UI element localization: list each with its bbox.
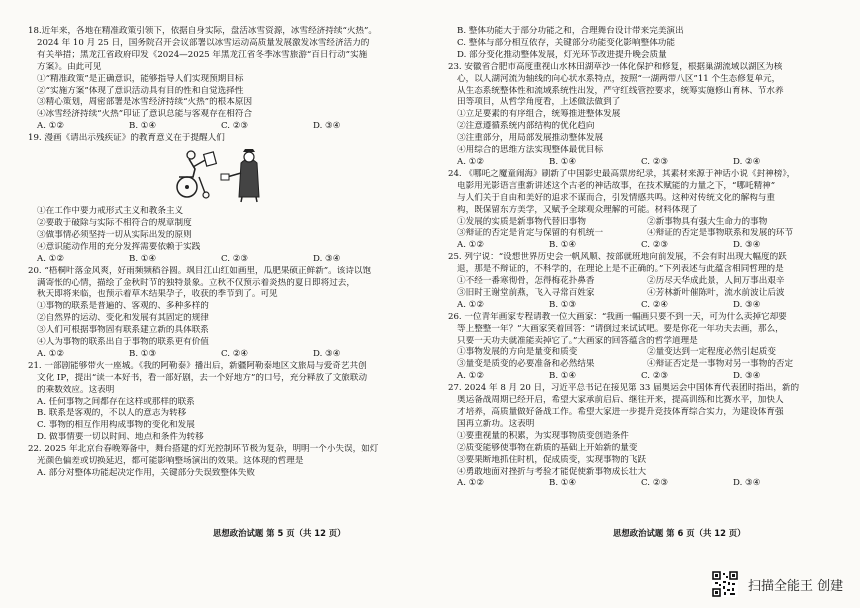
option-a: A. ①②	[457, 371, 485, 382]
option-b: B. ①④	[129, 253, 157, 264]
answer-item: ④用综合的思维方法实现整体最优目标	[457, 145, 604, 156]
answer-item: ④辩证的否定是事物联系和发展的环节	[647, 228, 794, 239]
answer-item: D. 做事情要一切以时间、地点和条件为转移	[37, 432, 204, 443]
answer-item: ③精心策划，周密部署是冰雪经济持续“火热”的根本原因	[37, 97, 253, 108]
answer-item: ①事物的联系是普遍的、客观的、多种多样的	[37, 301, 209, 312]
option-d: D. ③④	[313, 348, 341, 359]
option-d: D. ③④	[313, 121, 341, 132]
question-stem: 24. 《哪吒之魔童闹海》刷新了中国影史最高票房纪录，其素材来源于神话小说《封神榜》，	[448, 168, 796, 179]
question-stem: 田等项目，从哲学角度看，上述做法做到了	[457, 97, 621, 108]
answer-item: ④辩证否定是一事物对另一事物的否定	[647, 359, 794, 370]
answer-item: ④勇敢地面对挫折与考验才能促使新事物成长壮大	[457, 466, 647, 477]
option-c: C. ②④	[641, 299, 669, 310]
question-19	[28, 133, 420, 265]
question-stem: 2024 年 10 月 25 日，国务院召开会议部署以冰雪运动高质量发展激发冰雪经济活力的	[37, 37, 370, 48]
question-24	[448, 169, 840, 252]
option-d: D. ③④	[313, 253, 341, 264]
option-b: B. ①③	[129, 348, 157, 359]
answer-item: ②要敢于破除与实际不相符合的规章制度	[37, 217, 192, 228]
option-d: D. ③④	[733, 371, 761, 382]
question-stem: 等上整整一年？”大画家笑着回答：“请倒过来试试吧。要是你花一年功夫去画，那么，	[457, 323, 784, 334]
answer-item-row	[448, 217, 840, 229]
option-d: D. ③④	[733, 478, 761, 489]
option-d: D. ③④	[733, 240, 761, 251]
question-23	[448, 62, 840, 169]
answer-options	[28, 254, 420, 266]
question-stem: 21. 一部剧能够带火一座城。《我的阿勒泰》播出后，新疆阿勒泰地区文旅局与爱奇艺共创	[28, 360, 367, 371]
answer-item: ③要果断地抓住时机，促成质变，实现事物的飞跃	[457, 454, 647, 465]
option-c: C. ②③	[641, 240, 669, 251]
question-stem: 构，既保留东方美学，又赋予全球观众理解的可能。材料体现了	[457, 204, 698, 215]
option-b: B. ①④	[129, 121, 157, 132]
answer-item: ①事物发展的方向是量变和质变	[457, 347, 578, 358]
question-stem: 与人们关于自由和美好的追求不谋而合，引发情感共鸣。这种对传统文化的解构与重	[457, 192, 775, 203]
question-stem: 奥运备战周期已经开启，希望大家承前启后、继往开来，提高训练和比赛水平，加快人	[457, 395, 784, 406]
option-b: B. ①③	[549, 299, 577, 310]
answer-item: A. 部分对整体功能起决定作用，关键部分失误致整体失败	[37, 468, 255, 478]
question-stem: 18.近年来，各地在精准政策引领下，依据自身实际，盘活冰雪资源，冰雪经济持续“火热”。	[28, 26, 378, 36]
question-27	[448, 383, 840, 490]
question-stem: 心，以人湖河流为轴线的向心状水系特点，按照“一湖两带八区”11 个生态修复单元，	[457, 73, 781, 84]
answer-item: ②量变达到一定程度必然引起质变	[647, 347, 776, 358]
answer-item: ①要重视量的积累，为实现事物质变创造条件	[457, 430, 629, 441]
question-stem: 25. 列宁说：“设想世界历史会一帆风顺、按部就班地向前发展，不会有时出现大幅度的跃	[448, 252, 787, 263]
answer-item-row	[448, 347, 840, 359]
option-c: C. ②③	[641, 478, 669, 489]
answer-item: A. 任何事物之间都存在这样或那样的联系	[37, 396, 195, 407]
option-c: C. ②④	[221, 348, 249, 359]
answer-item: C. 事物的相互作用构成事物的变化和发展	[37, 420, 195, 431]
question-stem: 23. 安徽省合肥市高度重视山水林田湖草沙一体化保护和修复，根据巢湖流域以湖区为核	[448, 61, 783, 72]
page-footer: 思想政治试题 第 5 页（共 12 页）	[213, 528, 346, 538]
question-stem: 方案》。由此可见	[37, 61, 102, 72]
watermark-text: 扫描全能王 创建	[748, 578, 844, 594]
question-stem: 22. 2025 年北京台春晚筹备中，舞台搭建的灯光控制环节极为复杂，明明一个小失误，如灯	[28, 444, 379, 455]
answer-item-row	[448, 359, 840, 371]
answer-item: ①不经一番寒彻骨，怎得梅花扑鼻香	[457, 276, 595, 287]
answer-item: ③旧时王谢堂前燕，飞入寻常百姓家	[457, 287, 595, 298]
left-page	[28, 26, 420, 480]
option-a: A. ①②	[37, 348, 65, 359]
right-page	[448, 26, 840, 490]
question-stem: 电影用光影语言重新讲述这个古老的神话故事，在技术赋能的力量之下，“哪吒精神”	[457, 180, 776, 191]
question-stem: 光颜色偏差或切换延迟，都可能影响整场演出的效果。这体现的哲理是	[37, 456, 304, 467]
answer-item: ④人为事物的联系出自于事物的联系更有价值	[37, 337, 209, 348]
option-a: A. ①②	[457, 478, 485, 489]
option-d: D. ②④	[733, 156, 761, 167]
option-c: C. ②③	[641, 156, 669, 167]
option-b: B. ①④	[549, 156, 577, 167]
question-stem: 的乘数效应。这表明	[37, 384, 115, 395]
scanner-watermark	[712, 571, 843, 597]
question-26	[448, 312, 840, 383]
option-b: B. ①④	[549, 240, 577, 251]
answer-item: ③人们可根据事物固有联系建立新的具体联系	[37, 325, 209, 336]
answer-item: ④意识能动作用的充分发挥需要依赖于实践	[37, 241, 201, 252]
answer-item: ③量变是质变的必要准备和必然结果	[457, 359, 595, 370]
answer-options	[448, 240, 840, 252]
answer-item-row	[448, 276, 840, 288]
answer-item: ①发展的实质是新事物代替旧事物	[457, 216, 586, 227]
question-stem: 秋天即将来临，也预示着草木结果孕子，收获的季节到了。可见	[37, 289, 278, 300]
answer-options	[28, 121, 420, 133]
option-c: C. ②③	[221, 121, 249, 132]
option-b: B. ①④	[549, 478, 577, 489]
answer-item: ③辩证的否定是肯定与保留的有机统一	[457, 228, 604, 239]
question-stem: 27. 2024 年 8 月 20 日，习近平总书记在接见第 33 届奥运会中国体育代表团时指出，新的	[448, 383, 800, 394]
answer-item: ①立足要素的有序组合，统筹推进整体发展	[457, 109, 621, 120]
answer-item: ③做事情必须坚持一切从实际出发的原则	[37, 229, 192, 240]
option-b: B. ①④	[549, 371, 577, 382]
answer-item: C. 整体与部分相互依存，关键部分功能变化影响整体功能	[457, 37, 675, 48]
option-c: C. ②③	[641, 371, 669, 382]
answer-options	[28, 349, 420, 361]
question-22-continued	[448, 26, 840, 62]
question-22	[28, 444, 420, 480]
answer-item-row	[448, 228, 840, 240]
question-stem: 才培养，高质量做好备战工作。希望大家进一步提升竞技体育综合实力，为建设体育强	[457, 407, 784, 417]
answer-item: ②自然界的运动、变化和发展有其固定的规律	[37, 313, 209, 324]
question-18	[28, 26, 420, 133]
answer-item: B. 整体功能大于部分功能之和，合理舞台设计带来完美演出	[457, 26, 684, 36]
answer-item: ④冰雪经济持续“火热”印证了意识总能与客观存在相符合	[37, 109, 253, 120]
answer-item: ①在工作中要力戒形式主义和教条主义	[37, 206, 184, 217]
answer-options	[448, 478, 840, 490]
question-stem: 文化 IP，提出“读一本好书，看一部好剧，去一个好地方”的口号，充分释放了文旅联动	[37, 372, 368, 383]
option-d: D. ③④	[733, 299, 761, 310]
page-footer: 思想政治试题 第 6 页（共 12 页）	[613, 528, 746, 538]
answer-item: ②“实施方案”体现了意识活动具有目的性和自觉选择性	[37, 85, 244, 96]
question-stem: 20. “梧桐叶落金风爽，好雨频频稻谷圆。飒目江山红如画里，瓜肥果硕正鲜新”。该诗以饱	[28, 265, 372, 276]
question-stem: 退，那是不辩证的，不科学的，在理论上是不正确的。”下列表述与此蕴含相同哲理的是	[457, 264, 784, 275]
answer-item-row	[448, 288, 840, 300]
question-stem: 满寄怅的心情，描绘了金秋时节的独特景象。立秋不仅预示着炎热的夏日即将过去，	[37, 277, 355, 288]
question-stem: 26. 一位青年画家专程请教一位大画家：“我画一幅画只要不到一天，可为什么卖掉它却要	[448, 311, 787, 322]
question-stem: 从生态系统整体性和流域系统性出发，严守红线管控要求，统筹实施修山育林、节水养	[457, 85, 784, 96]
option-a: A. ①②	[457, 299, 485, 310]
answer-item: ④芳林新叶催陈叶，流水前波让后波	[647, 287, 785, 298]
answer-item: ①“精准政策”是正确意识，能够指导人们实现预期目标	[37, 73, 244, 84]
option-c: C. ②③	[221, 253, 249, 264]
cartoon-illustration	[28, 147, 420, 203]
option-a: A. ①②	[37, 253, 65, 264]
answer-item: ②质变能够使事物在新质的基础上开始新的量变	[457, 442, 638, 453]
cartoon-icon	[149, 147, 299, 203]
question-stem: 有关举措；黑龙江省政府印发《2024—2025 年黑龙江省冬季冰雪旅游“百日行动”实施	[37, 49, 368, 60]
option-a: A. ①②	[37, 121, 65, 132]
answer-item: ②历尽天华成此景，人间万事出艰辛	[647, 276, 785, 287]
question-21	[28, 361, 420, 444]
question-stem: 19. 漫画《请出示残疾证》的教育意义在于提醒人们	[28, 133, 225, 144]
option-a: A. ①②	[457, 240, 485, 251]
answer-options	[448, 300, 840, 312]
question-stem: 只要一天功夫就准能卖掉它了。”大画家的回答蕴含的哲学道理是	[457, 335, 698, 346]
option-a: A. ①②	[457, 156, 485, 167]
answer-item: ②新事物具有强大生命力的事物	[647, 216, 768, 227]
answer-item: B. 联系是客观的，不以人的意志为转移	[37, 408, 187, 419]
question-stem: 国再立新功。这表明	[457, 418, 535, 429]
answer-item: ②注意遵循系统内部结构的优化趋向	[457, 121, 595, 132]
qr-code-icon	[712, 571, 738, 597]
answer-options	[448, 371, 840, 383]
answer-item: ③注重部分，用局部发展推动整体发展	[457, 133, 604, 144]
question-20	[28, 266, 420, 361]
answer-item: D. 部分变化推动整体发展，灯光环节改进提升晚会质量	[457, 49, 667, 60]
answer-options	[448, 157, 840, 169]
question-25	[448, 252, 840, 312]
